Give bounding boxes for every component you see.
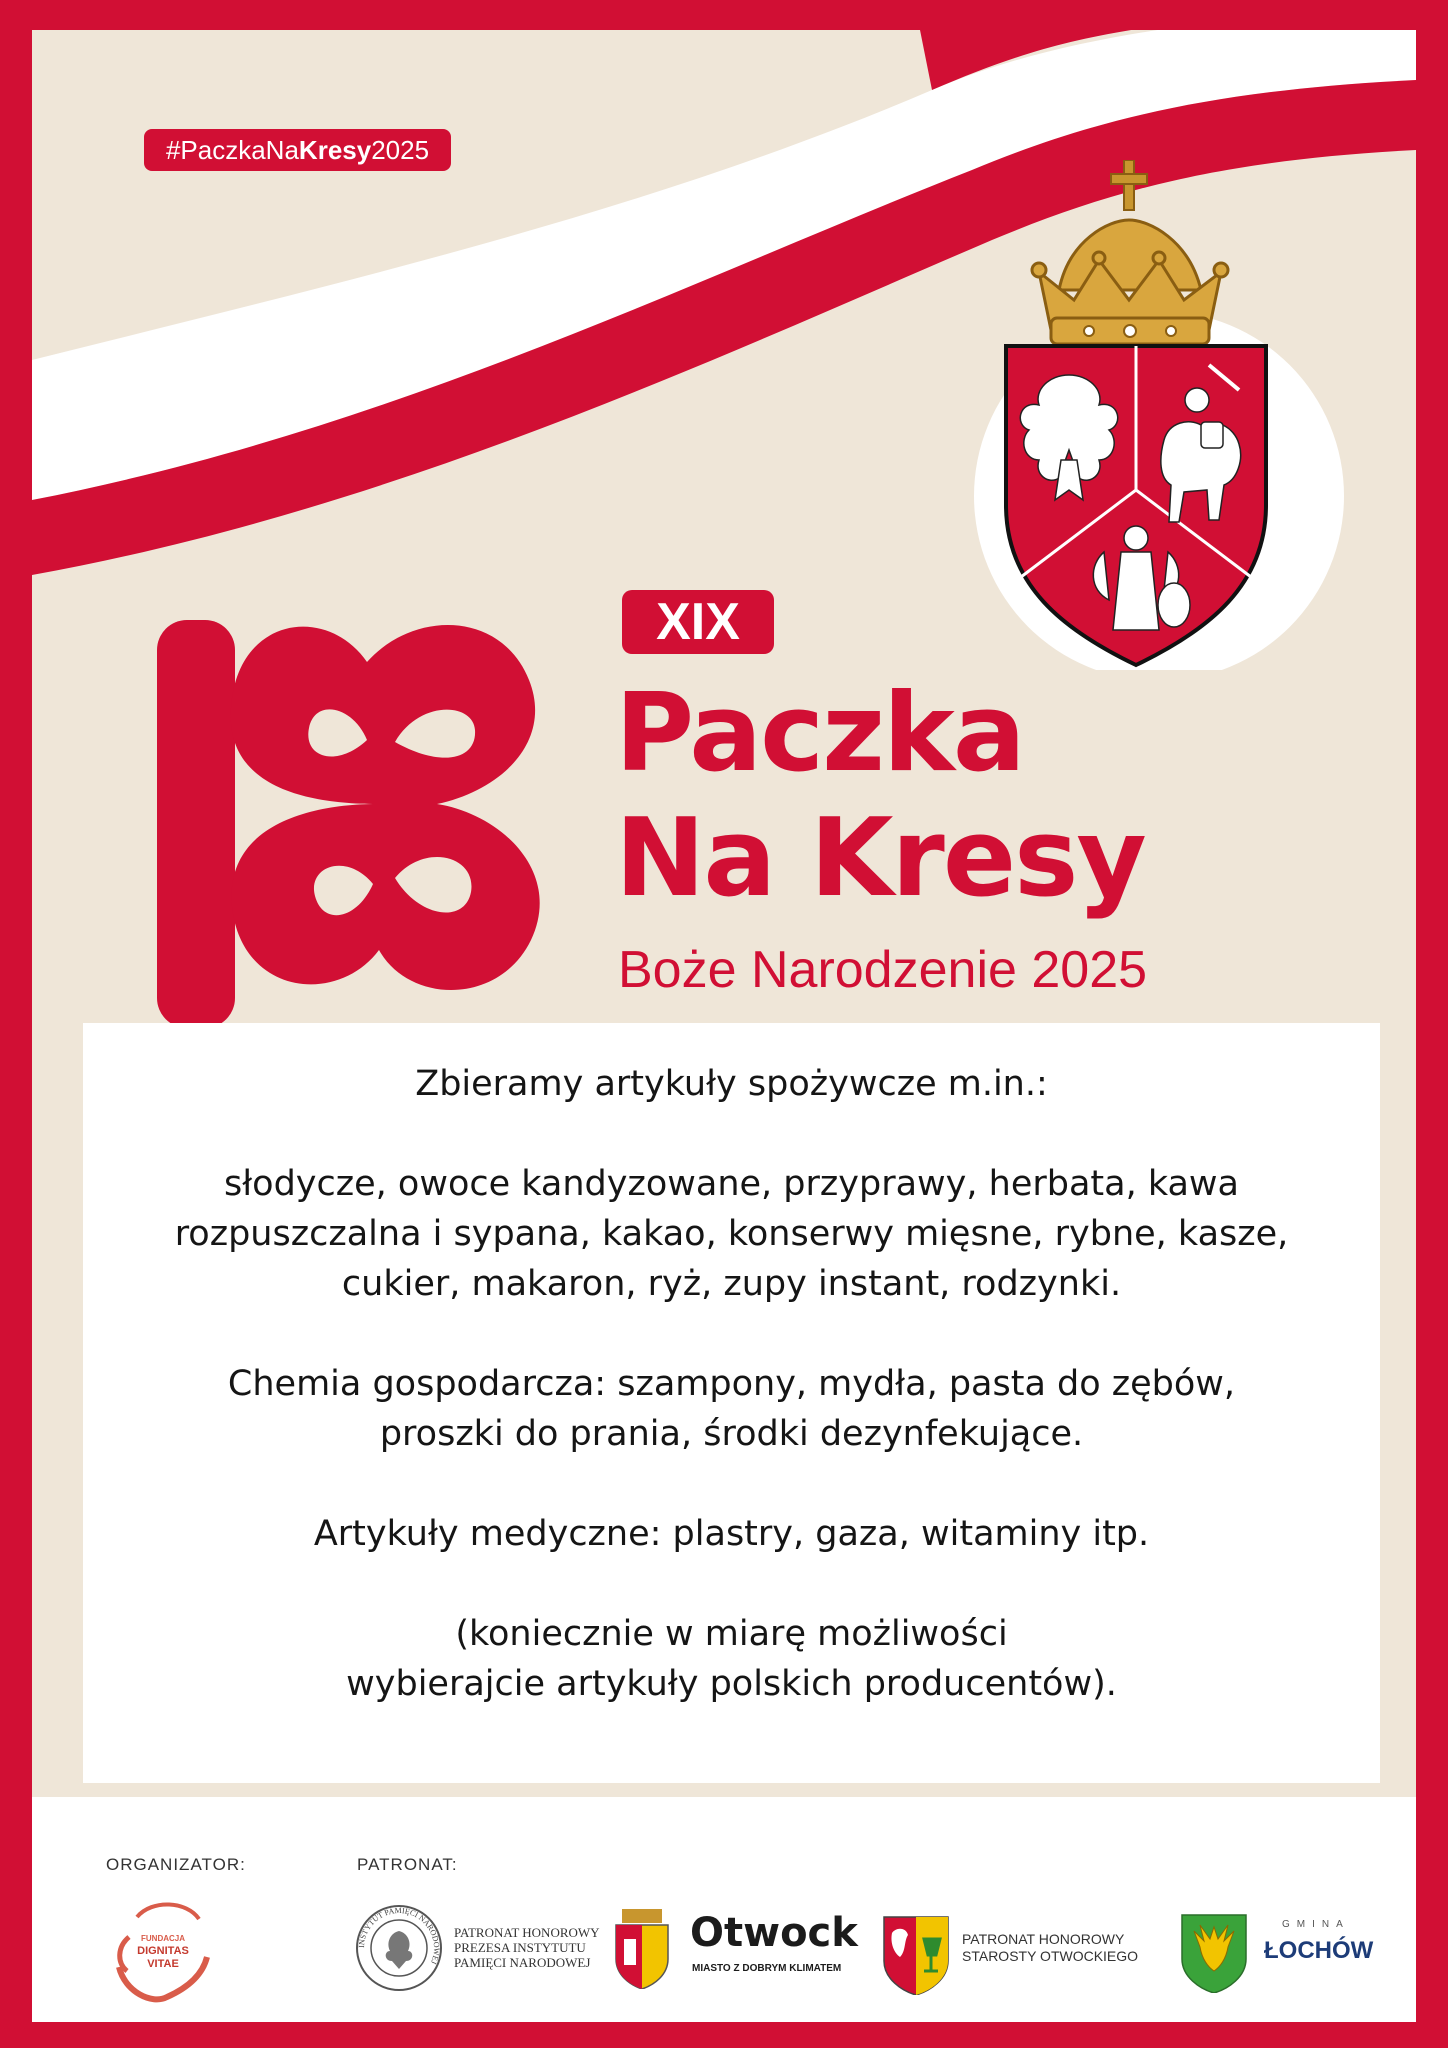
ipn-line2: PREZESA INSTYTUTU — [454, 1940, 586, 1955]
poster-inner — [32, 30, 1416, 2022]
title-line-1: Paczka — [615, 671, 1024, 796]
medical-line: Artykuły medyczne: plastry, gaza, witaminy itp. — [313, 1514, 1150, 1554]
powiat-coat-of-arms-icon — [882, 1915, 950, 1995]
kb-heart-logo — [157, 590, 577, 1030]
subtitle: Boże Narodzenie 2025 — [618, 941, 1148, 999]
chem-line: proszki do prania, środki dezynfekujące. — [379, 1414, 1084, 1454]
powiat-line1: PATRONAT HONOROWY — [962, 1931, 1125, 1947]
dignitas-vitae-logo — [107, 1897, 219, 2007]
ipn-line1: PATRONAT HONOROWY — [454, 1925, 600, 1940]
note-line: (koniecznie w miarę możliwości — [455, 1614, 1008, 1654]
ipn-text — [454, 1925, 600, 1970]
dignitas-line3: VITAE — [147, 1958, 179, 1970]
ipn-seal-text: INSTYTUT PAMIĘCI NARODOWEJ — [356, 1905, 442, 1966]
footer — [32, 1797, 1416, 2022]
food-line: rozpuszczalna i sypana, kakao, konserwy mięsne, rybne, kasze, — [174, 1214, 1289, 1254]
powiat-line2: STAROSTY OTWOCKIEGO — [962, 1948, 1139, 1964]
powiat-text — [962, 1931, 1138, 1965]
dignitas-line1: FUNDACJA — [141, 1934, 185, 1943]
ipn-line3: PAMIĘCI NARODOWEJ — [454, 1955, 591, 1970]
patronage-label: PATRONAT: — [357, 1855, 458, 1874]
hashtag-suffix: 2025 — [371, 135, 430, 165]
edition-badge: XIX — [622, 590, 774, 654]
food-line: słodycze, owoce kandyzowane, przyprawy, herbata, kawa — [223, 1164, 1240, 1204]
lochow-gmina: GMINA — [1282, 1919, 1350, 1930]
lochow-name: ŁOCHÓW — [1264, 1937, 1374, 1964]
note-line: wybierajcie artykuły polskich producentów). — [346, 1664, 1117, 1704]
otwock-name: Otwock — [690, 1910, 858, 1956]
title-line-2: Na Kresy — [615, 796, 1145, 921]
coat-of-arms-emblem — [939, 160, 1349, 670]
food-line: cukier, makaron, ryż, zupy instant, rodzynki. — [341, 1264, 1122, 1304]
ipn-seal-icon — [354, 1903, 444, 1993]
otwock-tagline: MIASTO Z DOBRYM KLIMATEM — [692, 1963, 842, 1974]
content-panel — [83, 1023, 1380, 1783]
lochow-coat-of-arms-icon — [1180, 1913, 1248, 1993]
hashtag-badge — [144, 129, 451, 171]
intro-text: Zbieramy artykuły spożywcze m.in.: — [415, 1064, 1048, 1104]
hashtag-bold: Kresy — [298, 135, 372, 165]
dignitas-line2: DIGNITAS — [137, 1945, 189, 1957]
hashtag-prefix: #PaczkaNa — [165, 135, 299, 165]
chem-line: Chemia gospodarcza: szampony, mydła, pasta do zębów, — [227, 1364, 1236, 1404]
otwock-coat-of-arms-icon — [614, 1909, 670, 1989]
organizer-label: ORGANIZATOR: — [106, 1855, 246, 1874]
